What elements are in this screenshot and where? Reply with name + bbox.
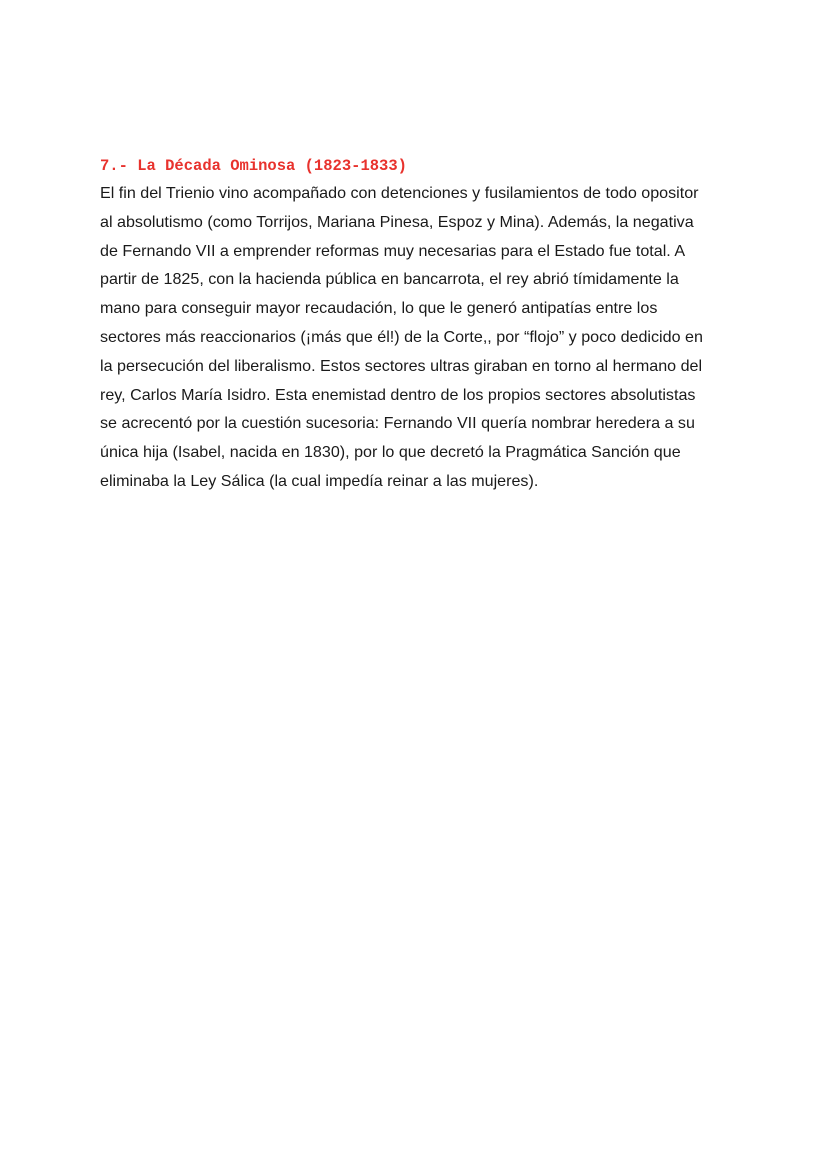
section-heading: 7.- La Década Ominosa (1823-1833) (100, 157, 407, 175)
paragraph-line: mano para conseguir mayor recaudación, lo que le generó antipatías entre los (100, 299, 658, 318)
paragraph-line: al absolutismo (como Torrijos, Mariana Pinesa, Espoz y Mina). Además, la negativa (100, 212, 694, 231)
paragraph-line: de Fernando VII a emprender reformas muy necesarias para el Estado fue total. A (100, 241, 686, 260)
paragraph-line: El fin del Trienio vino acompañado con detenciones y fusilamientos de todo opositor (100, 184, 699, 202)
paragraph-line: la persecución del liberalismo. Estos sectores ultras giraban en torno al hermano del (100, 356, 703, 375)
paragraph-line: eliminaba la Ley Sálica (la cual impedía reinar a las mujeres). (100, 471, 539, 490)
section-decada-ominosa (100, 155, 730, 496)
paragraph-line: se acrecentó por la cuestión sucesoria: Fernando VII quería nombrar heredera a su (100, 414, 695, 433)
paragraph-line: única hija (Isabel, nacida en 1830), por lo que decretó la Pragmática Sanción que (100, 443, 681, 462)
paragraph-line: sectores más reaccionarios (¡más que él!) de la Corte,, por “flojo” y poco dedicido en (100, 327, 703, 346)
paragraph-line: rey, Carlos María Isidro. Esta enemistad dentro de los propios sectores absolutistas (100, 385, 696, 404)
paragraph-line: partir de 1825, con la hacienda pública en bancarrota, el rey abrió tímidamente la (100, 270, 679, 289)
section-paragraph (100, 179, 730, 496)
